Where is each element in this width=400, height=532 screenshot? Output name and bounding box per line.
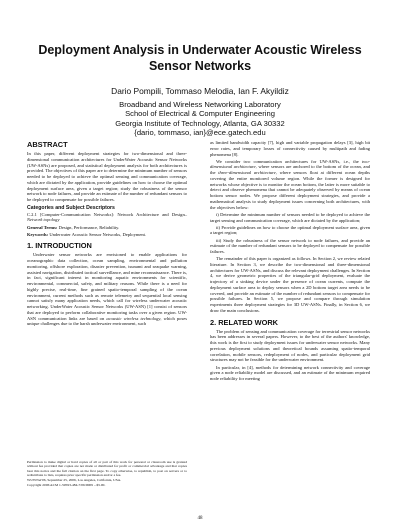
author-names: Dario Pompili, Tommaso Melodia, Ian F. Akyildiz — [111, 86, 289, 96]
related-work-paragraph-1: The problem of sensing and communication coverage for terrestrial sensor networks has been addresses in several papers. However, to the best of the authors' knowledge, this work is the first to study deployment issues for underwater sensor networks. Many previous deployment solutions and theoretical bounds assuming spatio-temporal correlation, mobile sensors, redeployment of nodes, and particular deployment grid structures may not be feasible for the underwater environment. — [210, 328, 370, 363]
right-p2-italic-2: three-dimensional architecture — [218, 170, 276, 176]
intro-italic: acoustic wireless technology — [106, 315, 161, 321]
keywords-label: Keywords: — [27, 231, 49, 237]
keywords — [27, 232, 187, 238]
objective-item-1: i) Determine the minimum number of sensors needed to be deployed to achieve the target sensing and communication coverage, which are dictated by the application; — [210, 211, 370, 223]
related-work-heading: 2. RELATED WORK — [210, 317, 279, 327]
general-terms-text: Design, Performance, Reliability. — [57, 224, 120, 230]
general-terms-label: General Terms: — [27, 224, 58, 230]
right-p2-text-c: , where sensors float at different ocean depths covering the entire monitored volume region. While the former is designed for networks whose objective is to monitor the ocean bottom, the latter is more suitable to detect and observe phenomena that cannot be adequately observed by means of ocean bottom sensor nodes. We propose different deployment strategies, and provide a mathematical analysis to study deployment issues concerning both architectures, with the objectives below: — [210, 170, 370, 210]
introduction-paragraph — [27, 252, 187, 327]
objective-item-2: ii) Provide guidelines on how to choose the optimal deployment surface area, given a target region; — [210, 224, 370, 236]
categories-code: C.2.1 [Computer-Communication Networks]: Network Architecture and Design– — [27, 211, 187, 217]
categories-text — [27, 212, 187, 224]
venue-line: WUWNet'06, September 25, 2006, Los Angeles, California, USA. — [27, 477, 122, 482]
permission-text: Permission to make digital or hard copies of all or part of this work for personal or classroom use is granted without fee provided that copies are not made or distributed for profit or commercial advantage and that copies bear this notice and the full citation on the first page. To copy otherwise, to republish, to post on servers or to redistribute to lists, requires prior specific permission and/or a fee. — [27, 460, 187, 478]
organization-paragraph: The remainder of this paper is organized as follows. In Section 2, we review related literature. In Section 3, we describe the two-dimensional and three-dimensional architectures for UW-ASNs, and discuss the relevant deployment challenges. In Section 4, we derive geometric properties of the triangular-grid deployment, evaluate the trajectory of a sinking device under the presence of ocean currents, compute the deployment surface area to deploy sensors when a 2D bottom target area needs to be covered, and provide an estimate of the number of redundant sensors to compensate for possible failures. In Section 5, we propose and compare through simulation experiments three deployment strategies for 3D UW-ASNs. Finally, in Section 6, we draw the main conclusions. — [210, 256, 370, 313]
permission-notice — [27, 460, 187, 488]
right-paragraph-1: as limited bandwidth capacity [7], high and variable propagation delays [3], high bit error rates, and temporary losses of connectivity caused by multipath and fading phenomena [8]. — [210, 140, 370, 157]
right-p2-italic-1: two-dimensional architecture — [210, 158, 370, 170]
affiliation-institute: Georgia Institute of Technology, Atlanta, GA 30332 — [115, 118, 285, 128]
intro-text: Underwater sensor networks are envisioned to enable applications for oceanographic data collection, ocean sampling, environmental and pollution monitoring, offshore exploration, disaster prevention, tsunami and seaquake warning, assisted navigation, distributed tactical surveillance, and mine reconnaissance. There is, in fact, significant interest in monitoring aquatic environments for scientific, environmental, commercial, safety, and military reasons. While there is a need for highly precise, real-time, fine grained spatio-temporal sampling of the ocean environment, current methods such as remote telemetry and sequential local sensing cannot satisfy many application needs, which call for wireless underwater acoustic networking. UnderWater Acoustic Sensor Networks (UW-ASN) [1] consist of sensors that are deployed to perform collaborative monitoring tasks over a given region. UW-ASN communication links are based on — [27, 252, 187, 321]
right-p2-text-a: We consider two communication architectures for UW-ASNs, i.e., the — [216, 158, 362, 164]
copyright-line: Copyright 2006 ACM 1-59593-484-7/06/0009 ...$5.00. — [27, 482, 106, 487]
general-terms — [27, 225, 187, 231]
left-column — [27, 140, 187, 329]
affiliation-school: School of Electrical & Computer Engineering — [125, 109, 275, 119]
affiliation-lab: Broadband and Wireless Networking Laboratory — [119, 100, 281, 109]
keywords-text: Underwater Acoustic Sensor Networks, Deployment. — [48, 231, 147, 237]
page-number: 48 — [197, 516, 203, 521]
abstract-heading: ABSTRACT — [27, 140, 68, 149]
categories-italic: Network topology — [27, 217, 60, 223]
related-work-paragraph-2: In particular, in [4], methods for determining network connectivity and coverage given a node reliability model are discussed, and an estimate of the minimum required node reliability for meeting — [210, 364, 370, 382]
intro-tail: , which poses unique challenges due to the harsh underwater environment, such — [27, 315, 187, 327]
objective-item-3: iii) Study the robustness of the sensor network to node failures, and provide an estimate of the number of redundant sensors to be deployed to compensate for possible failures. — [210, 237, 370, 255]
categories-heading: Categories and Subject Descriptors — [27, 204, 115, 211]
paper-title: Deployment Analysis in Underwater Acoustic Wireless Sensor Networks — [38, 43, 362, 73]
abstract-text: In this paper, different deployment strategies for two-dimensional and three-dimensional communication architectures for UnderWater Acoustic Sensor Networks (UW-ASNs) are proposed, and statistical deployment analysis for both architectures is provided. The objectives of this paper are to determine the minimum number of sensors needed to be deployed to achieve the optimal sensing and communication coverage, which are dictated by the application, provide guidelines on how to choose the optimal deployment surface area, given a target region; study the robustness of the sensor network to node failures, and provide an estimate of the number of redundant sensors to be deployed to compensate for possible failures. — [27, 151, 187, 202]
right-column — [210, 140, 370, 383]
author-block — [30, 86, 370, 138]
author-emails: {dario, tommaso, ian}@ece.gatech.edu — [134, 128, 266, 138]
introduction-heading: 1. INTRODUCTION — [27, 241, 92, 251]
right-paragraph-2 — [210, 159, 370, 211]
right-p2-text-b: , where sensors are anchored to the bottom of the ocean, and the — [210, 164, 370, 176]
